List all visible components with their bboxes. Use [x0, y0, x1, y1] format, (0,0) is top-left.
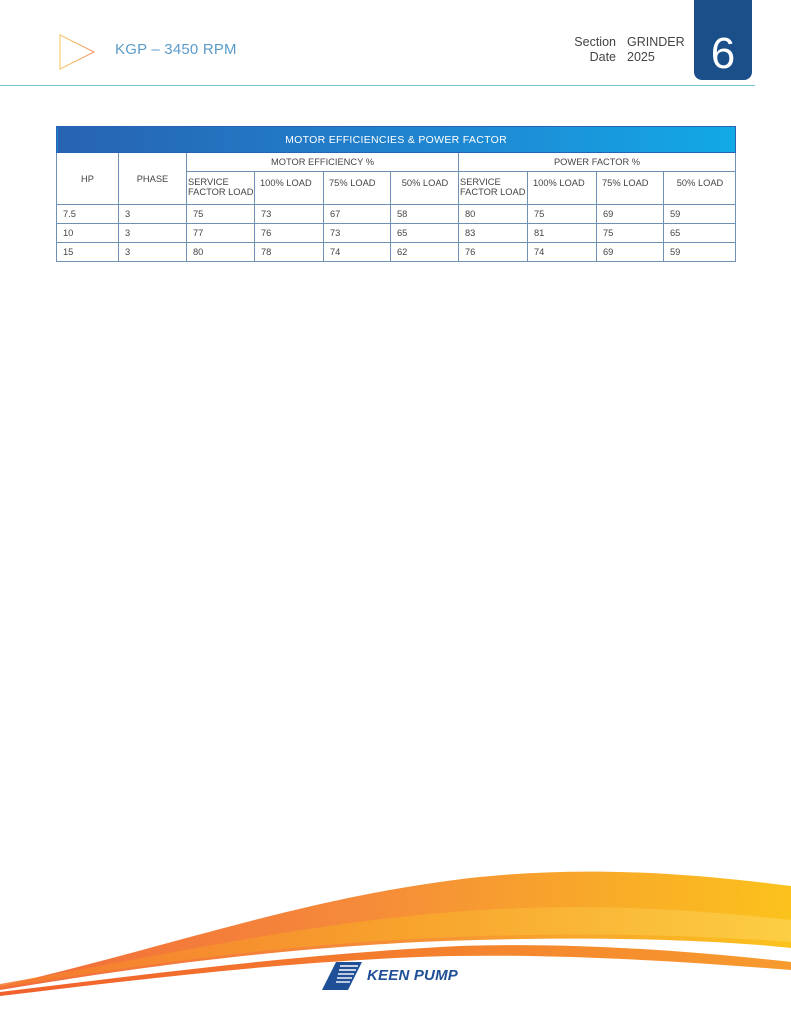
meta-labels: [560, 35, 616, 65]
column-header-pf-service-factor: [459, 172, 528, 205]
column-header-eff-100: [255, 172, 324, 205]
section-tab-number: 6: [694, 0, 752, 80]
table-cell: 80: [187, 243, 255, 262]
table-cell: 75: [187, 205, 255, 224]
header-text: 50% LOAD: [401, 178, 449, 188]
header-divider: [0, 85, 755, 86]
triangle-lines-icon: [58, 34, 96, 70]
column-header-hp: HP: [57, 153, 119, 205]
table-cell: 69: [597, 205, 664, 224]
table-row: [57, 243, 736, 262]
header-line: FACTOR LOAD: [188, 187, 254, 197]
table-cell: 59: [664, 243, 736, 262]
column-header-eff-75: [324, 172, 391, 205]
table-cell: 67: [324, 205, 391, 224]
header-text: 100% LOAD: [533, 178, 585, 188]
table-cell: 73: [324, 224, 391, 243]
table-cell: 74: [528, 243, 597, 262]
brand-logo: [322, 961, 472, 991]
header-text: 75% LOAD: [329, 178, 376, 188]
table-cell: 76: [255, 224, 324, 243]
date-label: Date: [589, 50, 616, 64]
document-title: KGP – 3450 RPM: [115, 41, 237, 58]
header-text: 75% LOAD: [602, 178, 649, 188]
table-cell: 3: [119, 205, 187, 224]
table-cell: 81: [528, 224, 597, 243]
table-cell: 10: [57, 224, 119, 243]
motor-efficiency-table: [56, 126, 736, 262]
table-cell: 69: [597, 243, 664, 262]
column-header-pf-75: [597, 172, 664, 205]
table-cell: 7.5: [57, 205, 119, 224]
column-header-pf-100: [528, 172, 597, 205]
table-title: MOTOR EFFICIENCIES & POWER FACTOR: [57, 127, 736, 153]
group-header-power-factor: POWER FACTOR %: [459, 153, 736, 172]
section-label: Section: [574, 35, 616, 49]
table-cell: 15: [57, 243, 119, 262]
header-line: FACTOR LOAD: [460, 187, 526, 197]
header-line: SERVICE: [460, 177, 501, 187]
table-cell: 83: [459, 224, 528, 243]
section-value: GRINDER: [627, 35, 685, 49]
table-cell: 65: [391, 224, 459, 243]
column-header-phase: PHASE: [119, 153, 187, 205]
column-header-eff-50: [391, 172, 459, 205]
date-value: 2025: [627, 50, 655, 64]
header-line: SERVICE: [188, 177, 229, 187]
meta-values: [627, 35, 685, 65]
table-cell: 78: [255, 243, 324, 262]
brand-name: KEEN PUMP: [367, 967, 458, 984]
table-row: [57, 224, 736, 243]
table-cell: 74: [324, 243, 391, 262]
table-cell: 75: [528, 205, 597, 224]
table-cell: 75: [597, 224, 664, 243]
table-cell: 77: [187, 224, 255, 243]
table-cell: 65: [664, 224, 736, 243]
table-cell: 3: [119, 224, 187, 243]
column-header-eff-service-factor: [187, 172, 255, 205]
table-cell: 62: [391, 243, 459, 262]
keen-pump-logo-icon: [322, 961, 362, 991]
table-cell: 80: [459, 205, 528, 224]
header-text: 100% LOAD: [260, 178, 312, 188]
group-header-motor-efficiency: MOTOR EFFICIENCY %: [187, 153, 459, 172]
table-cell: 3: [119, 243, 187, 262]
table-cell: 59: [664, 205, 736, 224]
table-cell: 58: [391, 205, 459, 224]
table-cell: 76: [459, 243, 528, 262]
column-header-pf-50: [664, 172, 736, 205]
table-cell: 73: [255, 205, 324, 224]
header-text: 50% LOAD: [676, 178, 724, 188]
table-row: [57, 205, 736, 224]
